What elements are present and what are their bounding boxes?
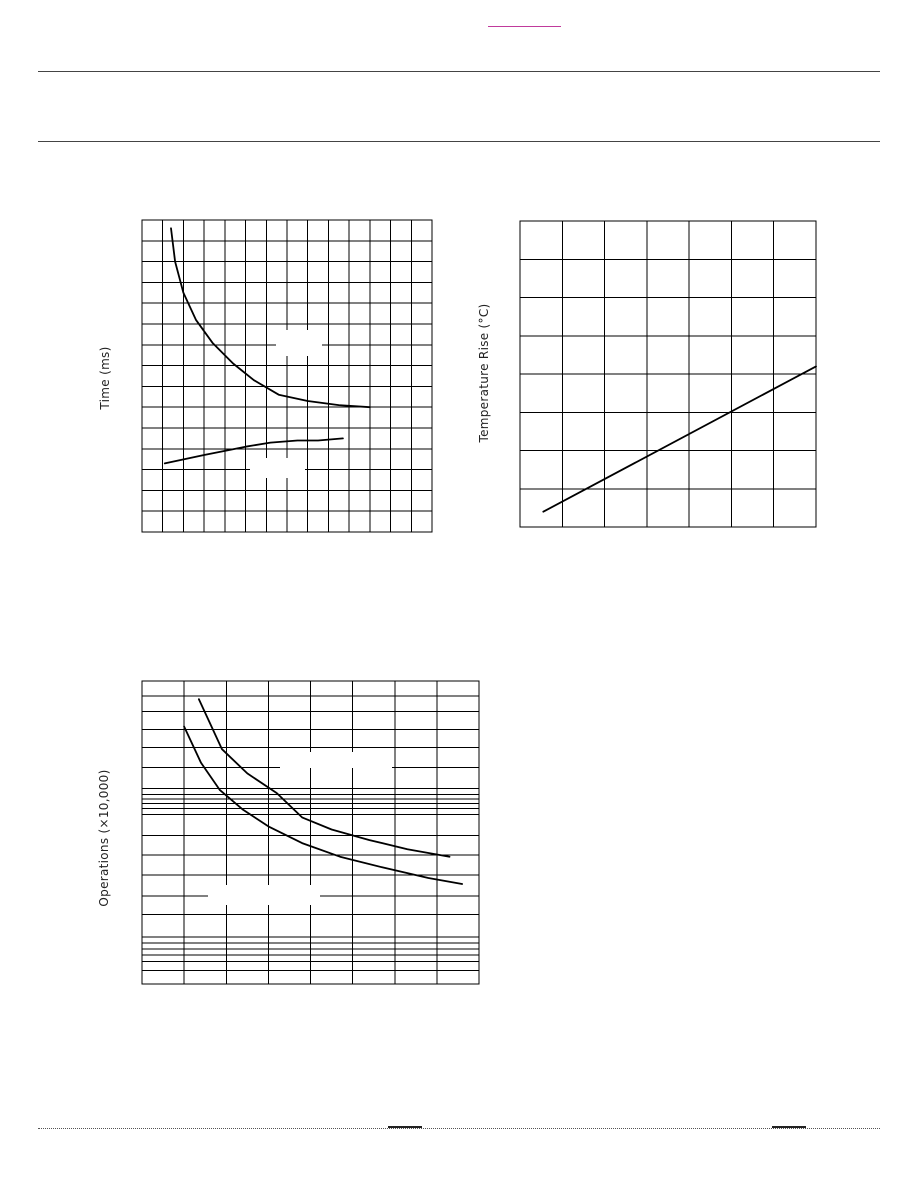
chart-time xyxy=(98,220,432,532)
chart-operations-label-blank-lower xyxy=(208,885,320,905)
chart-time-grid xyxy=(142,220,432,532)
chart-temperature xyxy=(477,221,816,527)
chart-time-label-blank-lower xyxy=(250,458,305,478)
chart-temperature-ylabel: Temperature Rise (°C) xyxy=(477,303,491,443)
chart-operations-grid xyxy=(142,681,479,984)
chart-operations-ylabel: Operations (×10,000) xyxy=(97,769,111,907)
chart-temperature-grid xyxy=(520,221,816,527)
chart-time-label-blank-upper xyxy=(276,330,322,356)
chart-temperature-series-1-line xyxy=(543,366,816,511)
chart-operations-label-blank-upper xyxy=(280,752,392,768)
chart-time-ylabel: Time (ms) xyxy=(98,346,112,410)
chart-time-series-1-line xyxy=(171,228,370,407)
chart-operations xyxy=(97,681,479,984)
chart-temperature-series xyxy=(543,366,816,511)
chart-operations-series-1-line xyxy=(199,699,450,857)
